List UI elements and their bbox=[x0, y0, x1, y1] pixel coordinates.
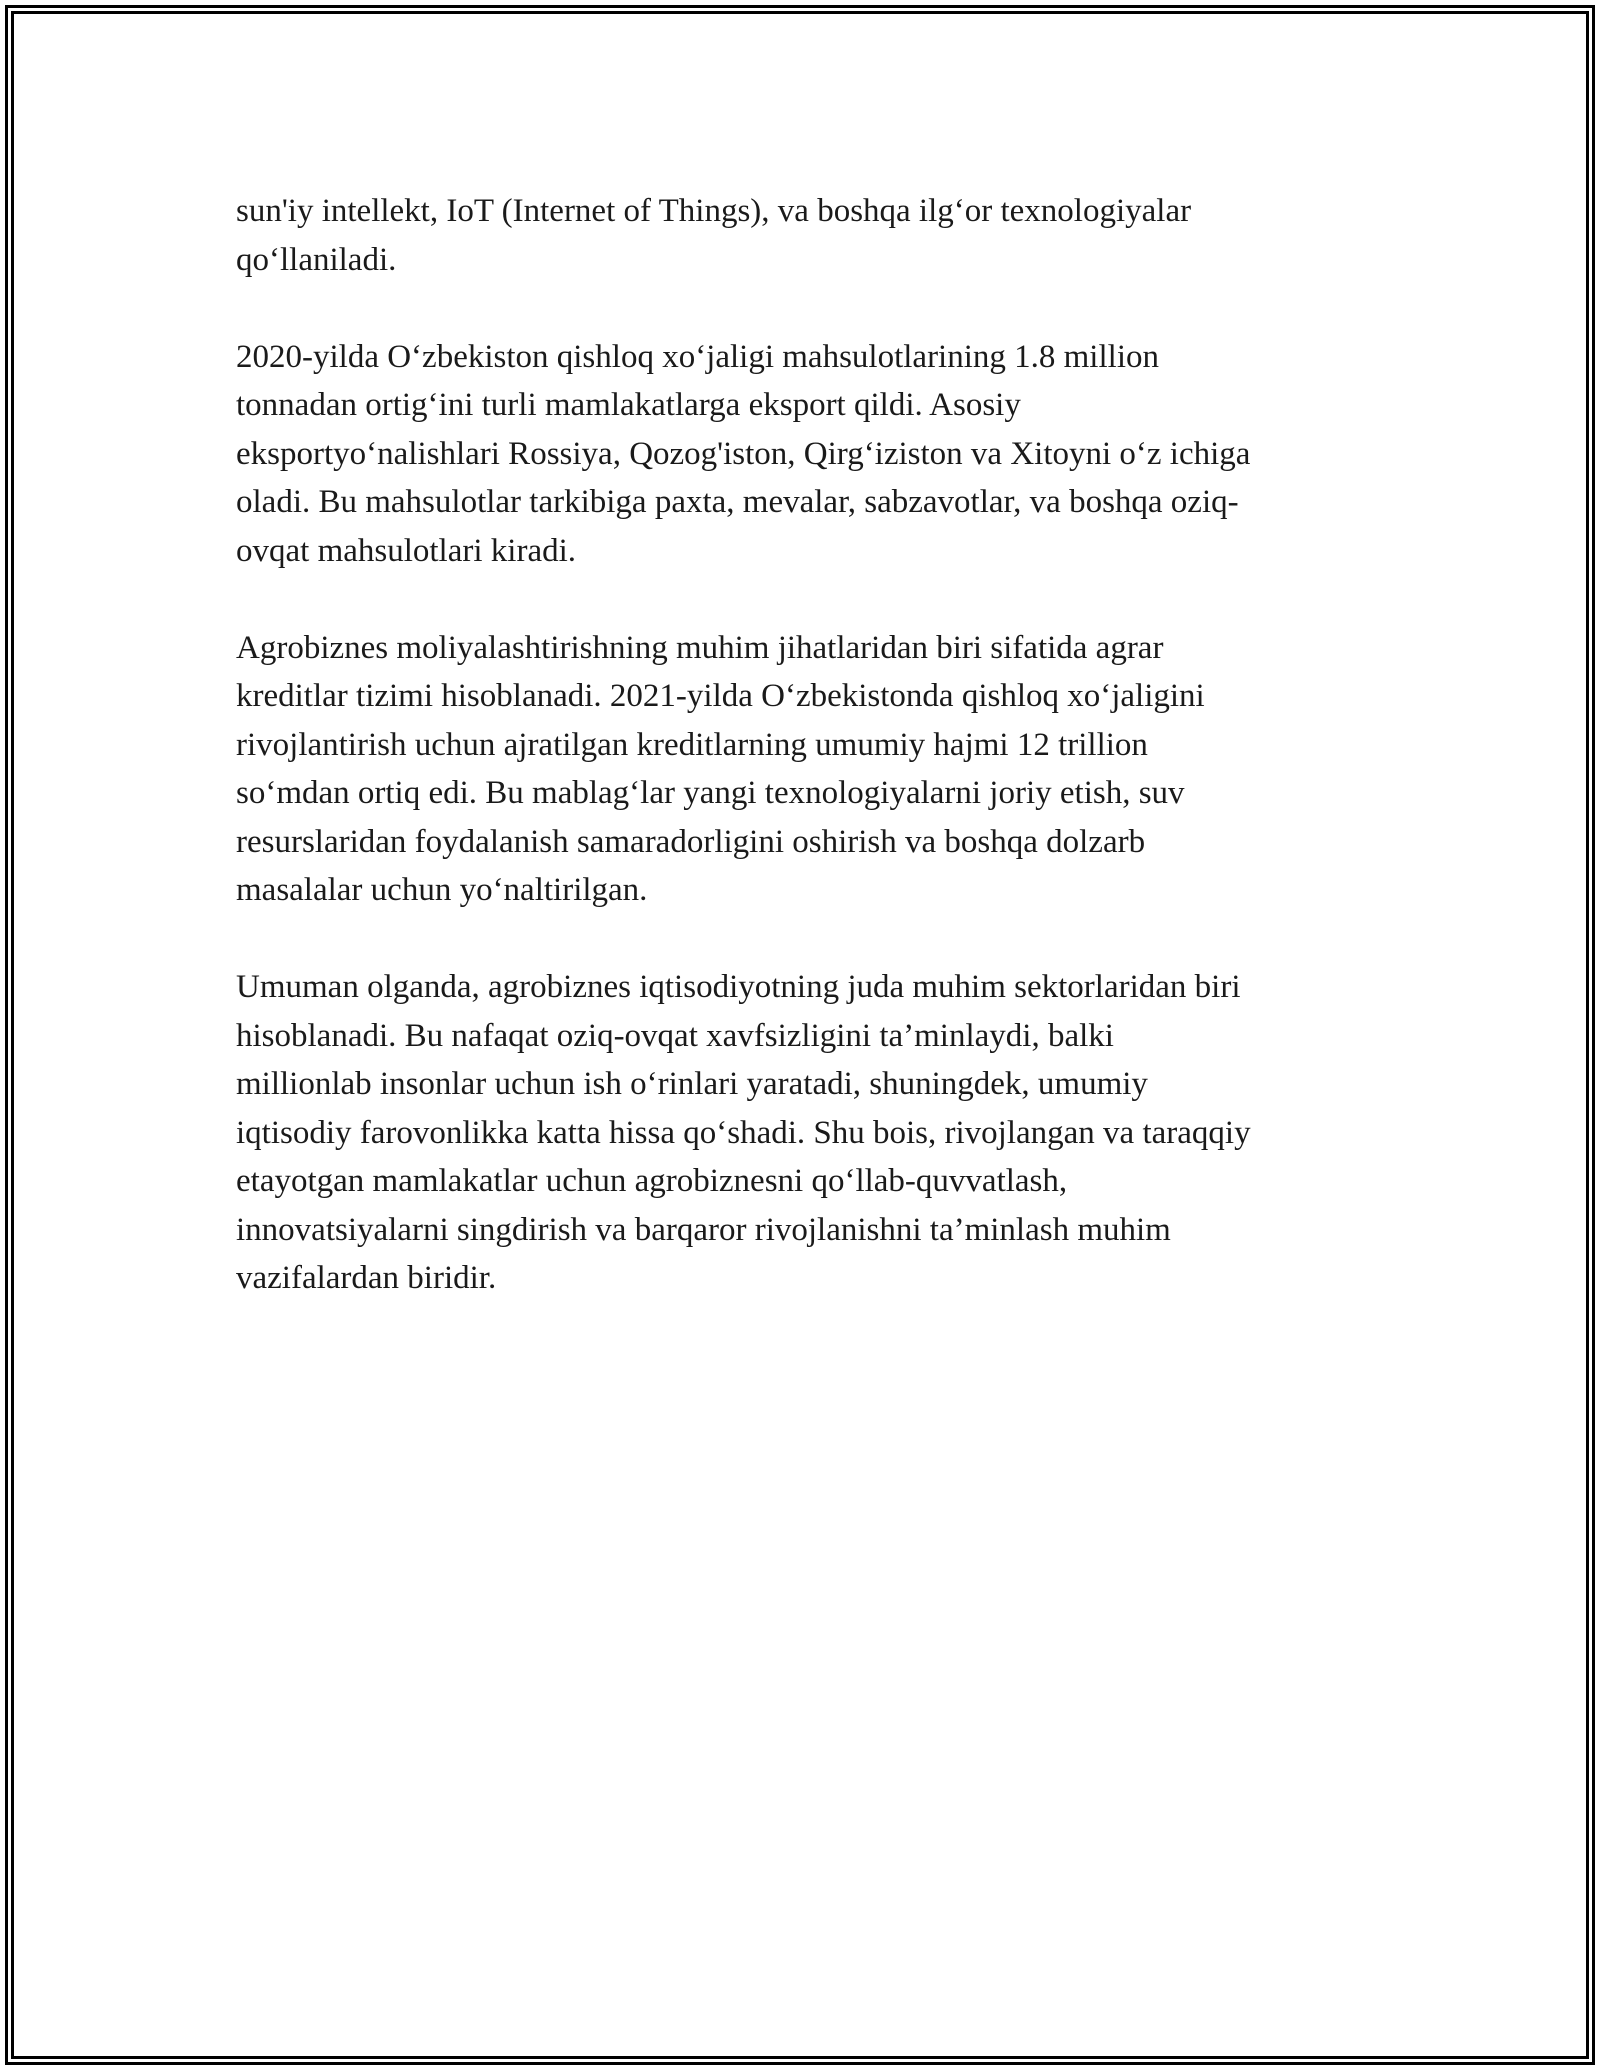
text-line: millionlab insonlar uchun ish o‘rinlari yaratadi, shuningdek, umumiy bbox=[236, 1066, 1148, 1102]
text-line: Umuman olganda, agrobiznes iqtisodiyotning juda muhim sektorlaridan biri bbox=[236, 969, 1241, 1005]
document-body bbox=[236, 187, 1366, 1303]
paragraph bbox=[236, 624, 1366, 915]
text-line: kreditlar tizimi hisoblanadi. 2021-yilda O‘zbekistonda qishloq xo‘jaligini bbox=[236, 678, 1205, 714]
text-line: innovatsiyalarni singdirish va barqaror rivojlanishni ta’minlash muhim bbox=[236, 1211, 1171, 1248]
text-line: resurslaridan foydalanish samaradorligini oshirish va boshqa dolzarb bbox=[236, 823, 1146, 860]
text-line: etayotgan mamlakatlar uchun agrobiznesni qo‘llab-quvvatlash, bbox=[236, 1163, 1068, 1199]
text-line: sun'iy intellekt, IoT (Internet of Things), va boshqa ilg‘or texnologiyalar bbox=[236, 193, 1192, 229]
text-line: iqtisodiy farovonlikka katta hissa qo‘shadi. Shu bois, rivojlangan va taraqqiy bbox=[236, 1114, 1251, 1151]
text-line: Agrobiznes moliyalashtirishning muhim jihatlaridan biri sifatida agrar bbox=[236, 629, 1164, 666]
text-line: ovqat mahsulotlari kiradi. bbox=[236, 532, 577, 569]
paragraph bbox=[236, 187, 1366, 284]
text-line: tonnadan ortig‘ini turli mamlakatlarga eksport qildi. Asosiy bbox=[236, 387, 1021, 423]
text-line: 2020-yilda O‘zbekiston qishloq xo‘jaligi mahsulotlarining 1.8 million bbox=[236, 338, 1159, 375]
text-line: rivojlantirish uchun ajratilgan kreditlarning umumiy hajmi 12 trillion bbox=[236, 726, 1148, 763]
text-line: eksportyo‘nalishlari Rossiya, Qozog'iston, Qirg‘iziston va Xitoyni o‘z ichiga bbox=[236, 435, 1251, 472]
paragraph bbox=[236, 333, 1366, 576]
text-line: qo‘llaniladi. bbox=[236, 241, 397, 278]
text-line: vazifalardan biridir. bbox=[236, 1260, 497, 1296]
text-line: masalalar uchun yo‘naltirilgan. bbox=[236, 872, 648, 908]
text-line: oladi. Bu mahsulotlar tarkibiga paxta, mevalar, sabzavotlar, va boshqa oziq- bbox=[236, 484, 1239, 520]
text-line: hisoblanadi. Bu nafaqat oziq-ovqat xavfsizligini ta’minlaydi, balki bbox=[236, 1017, 1114, 1054]
paragraph bbox=[236, 963, 1366, 1303]
text-line: so‘mdan ortiq edi. Bu mablag‘lar yangi texnologiyalarni joriy etish, suv bbox=[236, 775, 1185, 811]
